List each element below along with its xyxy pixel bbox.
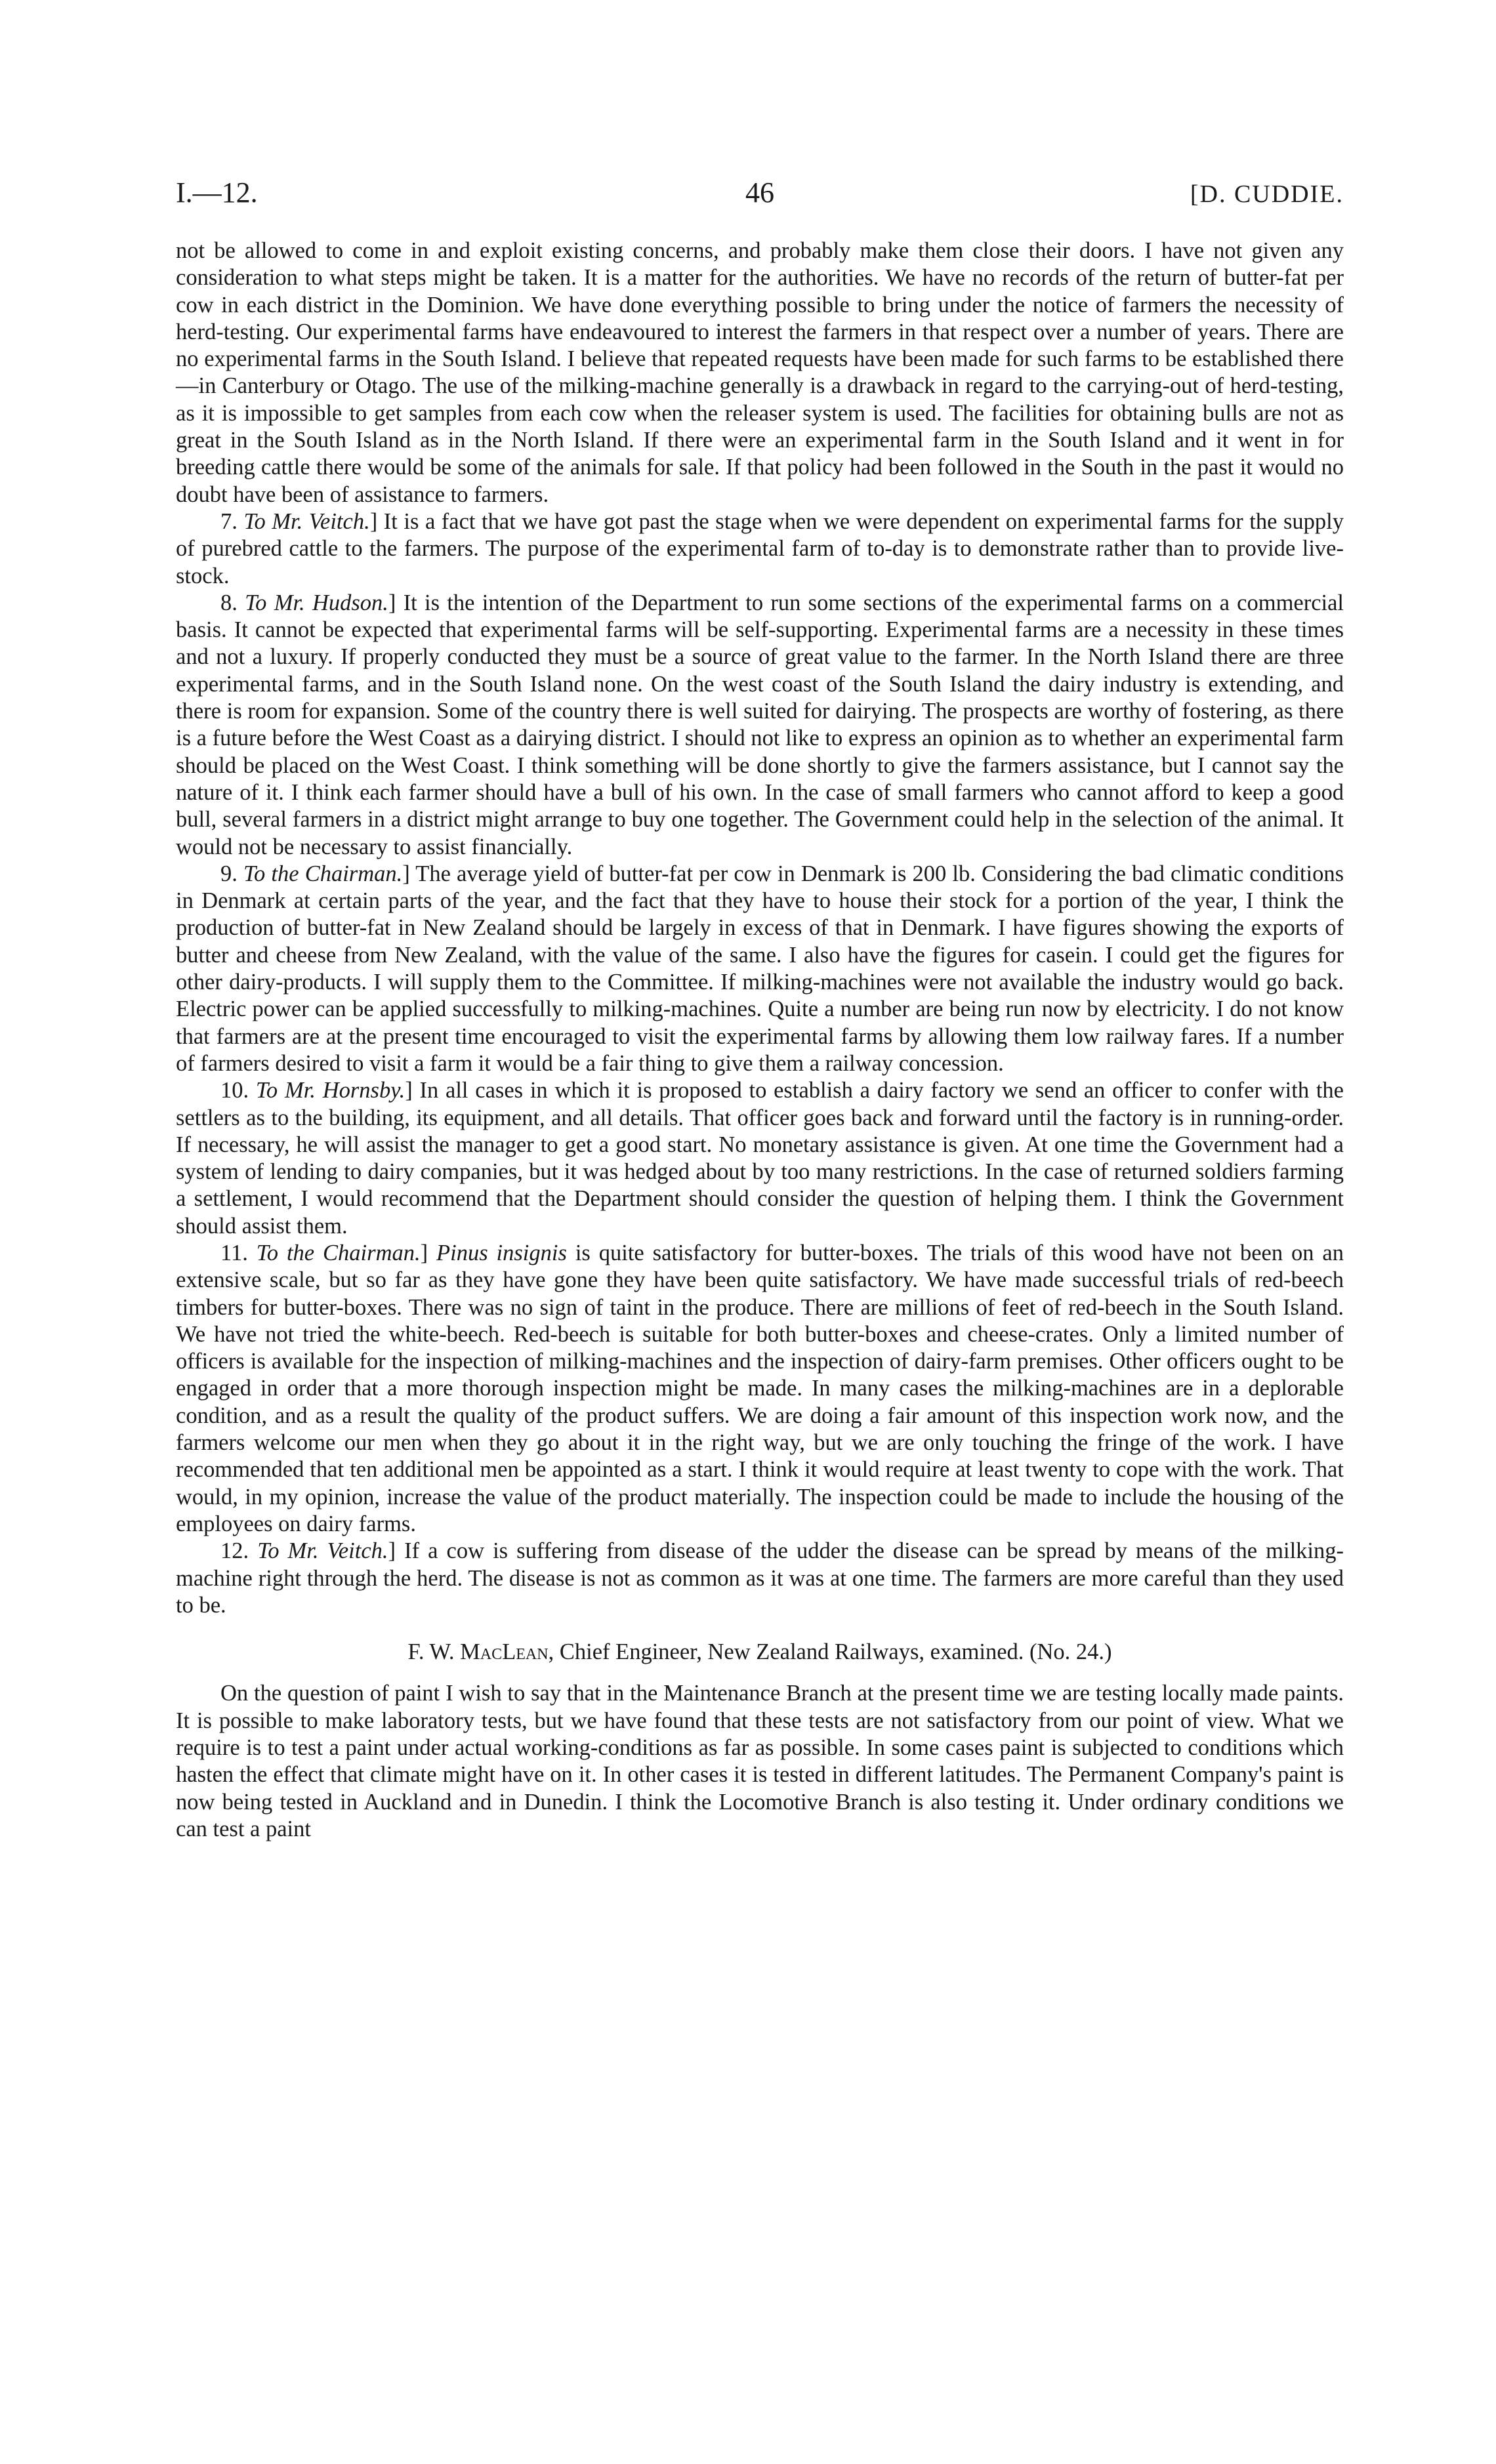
paragraph-text: ] It is the intention of the Department to run some sections of the experimental farms on a commercial basis. It cannot be expected that experimental farms will be self-supporting. Experimental farms are a necessity in these times and not a luxury. If properly conducted they must be a source of great value to the farmer. In the North Island there are three experimental farms, and in the South Island none. On the west coast of the South Island the dairy industry is extending, and there is room for expansion. Some of the country there is well suited for dairying. The prospects are worthy of fostering, as there is a future before the West Coast as a dairying district. I should not like to express an opinion as to whether an experimental farm should be placed on the West Coast. I think something will be done shortly to give the farmers assistance, but I cannot say the nature of it. I think each farmer should have a bull of his own. In the case of small farmers who cannot afford to keep a good bull, several farmers in a district might arrange to buy one together. The Government could help in the selection of the animal. It would not be necessary to assist financially. bbox=[176, 590, 1344, 859]
page-header bbox=[176, 176, 1344, 215]
witness-surname: MacLean bbox=[460, 1639, 549, 1665]
evidence-paragraph bbox=[176, 1680, 1344, 1843]
paragraph-continued bbox=[176, 237, 1344, 508]
addressee: To Mr. Veitch. bbox=[257, 1538, 388, 1564]
paragraph-text: On the question of paint I wish to say that in the Maintenance Branch at the present time we are testing locally made paints. It is possible to make laboratory tests, but we have found that these tests are not satisfactory from our point of view. What we require is to test a paint under actual working-conditions as far as possible. In some cases paint is subjected to conditions which hasten the effect that climate might have on it. In other cases it is tested in different latitudes. The Permanent Company's paint is now being tested in Auckland and in Dunedin. I think the Locomotive Branch is also testing it. Under ordinary conditions we can test a paint bbox=[176, 1681, 1344, 1841]
paragraph-text: is quite satisfactory for butter-boxes. The trials of this wood have not been on an extensive scale, but so far as they have gone they have been quite satisfactory. We have made successful trials of red-beech timbers for butter-boxes. There was no sign of taint in the produce. There are millions of feet of red-beech in the South Island. We have not tried the white-beech. Red-beech is suitable for both butter-boxes and cheese-crates. Only a limited number of officers is available for the inspection of milking-machines and the inspection of dairy-farm premises. Other officers ought to be engaged in order that a more thorough inspection might be made. In many cases the milking-machines are in a deplorable condition, and as a result the quality of the product suffers. We are doing a fair amount of this inspection work now, and the farmers welcome our men when they go about it in the right way, but we are only touching the fringe of the work. I have recommended that ten additional men be appointed as a start. I think it would require at least twenty to cope with the work. That would, in my opinion, increase the value of the product materially. The inspection could be made to include the housing of the employees on dairy farms. bbox=[176, 1240, 1344, 1536]
answer-paragraph-8 bbox=[176, 590, 1344, 861]
body-text bbox=[176, 237, 1344, 1843]
addressee: To Mr. Veitch. bbox=[243, 508, 370, 534]
answer-number: 8. bbox=[220, 590, 238, 615]
witness-description: , Chief Engineer, New Zealand Railways, examined. (No. 24.) bbox=[548, 1639, 1112, 1665]
answer-number: 10. bbox=[220, 1078, 249, 1103]
answer-number: 7. bbox=[220, 508, 238, 534]
species-name: Pinus insignis bbox=[436, 1240, 567, 1265]
addressee: To the Chairman. bbox=[243, 861, 403, 886]
witness-running-head: [D. CUDDIE. bbox=[1190, 180, 1344, 208]
paragraph-text: ] The average yield of butter-fat per cow in Denmark is 200 lb. Considering the bad climatic conditions in Denmark at certain parts of the year, and the fact that they have to house their stock for a portion of the year, I think the production of butter-fat in New Zealand should be largely in excess of that in Denmark. I have figures showing the exports of butter and cheese from New Zealand, with the value of the same. I also have the figures for casein. I could get the figures for other dairy-products. I will supply them to the Committee. If milking-machines were not available the industry would go back. Electric power can be applied successfully to milking-machines. Quite a number are being run now by electricity. I do not know that farmers are at the present time encouraged to visit the experimental farms by allowing them low railway fares. If a number of farmers desired to visit a farm it would be a fair thing to give them a railway concession. bbox=[176, 861, 1344, 1076]
answer-number: 11. bbox=[220, 1240, 248, 1265]
paragraph-text: not be allowed to come in and exploit existing concerns, and probably make them close their doors. I have not given any consideration to what steps might be taken. It is a matter for the authorities. We have no records of the return of butter-fat per cow in each district in the Dominion. We have done everything possible to bring under the notice of farmers the necessity of herd-testing. Our experimental farms have endeavoured to interest the farmers in that respect over a number of years. There are no experimental farms in the South Island. I believe that repeated requests have been made for such farms to be established there—in Canterbury or Otago. The use of the milking-machine generally is a drawback in regard to the carrying-out of herd-testing, as it is impossible to get samples from each cow when the releaser system is used. The facilities for obtaining bulls are not as great in the South Island as in the North Island. If there were an experimental farm in the South Island and it went in for breeding cattle there would be some of the animals for sale. If that policy had been followed in the South in the past it would no doubt have been of assistance to farmers. bbox=[176, 238, 1344, 507]
paragraph-text: ] In all cases in which it is proposed to establish a dairy factory we send an officer to confer with the settlers as to the building, its equipment, and all details. That officer goes back and forward until the factory is in running-order. If necessary, he will assist the manager to get a good start. No monetary assistance is given. At one time the Government had a system of lending to dairy companies, but it was hedged about by too many restrictions. In the case of returned soldiers farming a settlement, I would recommend that the Department should consider the question of helping them. I think the Government should assist them. bbox=[176, 1078, 1344, 1239]
addressee: To the Chairman. bbox=[256, 1240, 421, 1265]
document-reference: I.—12. bbox=[176, 176, 258, 209]
paragraph-text: ] It is a fact that we have got past the stage when we were dependent on experimental farms for the supply of purebred cattle to the farmers. The purpose of the experimental farm of to-day is to demonstrate rather than to provide live-stock. bbox=[176, 508, 1344, 588]
answer-paragraph-11: 11. To the Chairman.] Pinus insignis is quite satisfactory for butter-boxes. The trials of this wood have not been on an extensive scale, but so far as they have gone they have been quite satisfactory. We have made successful trials of red-beech timbers for butter-boxes. There was no sign of taint in the produce. There are millions of feet of red-beech in the South Island. We have not tried the white-beech. Red-beech is suitable for both butter-boxes and cheese-crates. Only a limited number of officers is available for the inspection of milking-machines and the inspection of dairy-farm premises. Other officers ought to be engaged in order that a more thorough inspection might be made. In many cases the milking-machines are in a deplorable condition, and as a result the quality of the product suffers. We are doing a fair amount of this inspection work now, and the farmers welcome our men when they go about it in the right way, but we are only touching the fringe of the work. I have recommended that ten additional men be appointed as a start. I think it would require at least twenty to cope with the work. That would, in my opinion, increase the value of the product materially. The inspection could be made to include the housing of the employees on dairy farms. bbox=[176, 1240, 1344, 1536]
witness-heading bbox=[176, 1639, 1344, 1666]
addressee: To Mr. Hudson. bbox=[245, 590, 388, 615]
answer-number: 9. bbox=[220, 861, 238, 886]
paragraph-text: ] If a cow is suffering from disease of the udder the disease can be spread by means of the milking-machine right through the herd. The disease is not as common as it was at one time. The farmers are more careful than they used to be. bbox=[176, 1538, 1344, 1618]
answer-paragraph-7 bbox=[176, 508, 1344, 590]
answer-paragraph-10 bbox=[176, 1077, 1344, 1240]
answer-paragraph-9 bbox=[176, 861, 1344, 1077]
page-number: 46 bbox=[745, 176, 774, 209]
addressee: To Mr. Hornsby. bbox=[255, 1078, 405, 1103]
answer-paragraph-12 bbox=[176, 1538, 1344, 1619]
answer-number: 12. bbox=[220, 1538, 249, 1564]
witness-initials: F. W. bbox=[407, 1639, 461, 1665]
